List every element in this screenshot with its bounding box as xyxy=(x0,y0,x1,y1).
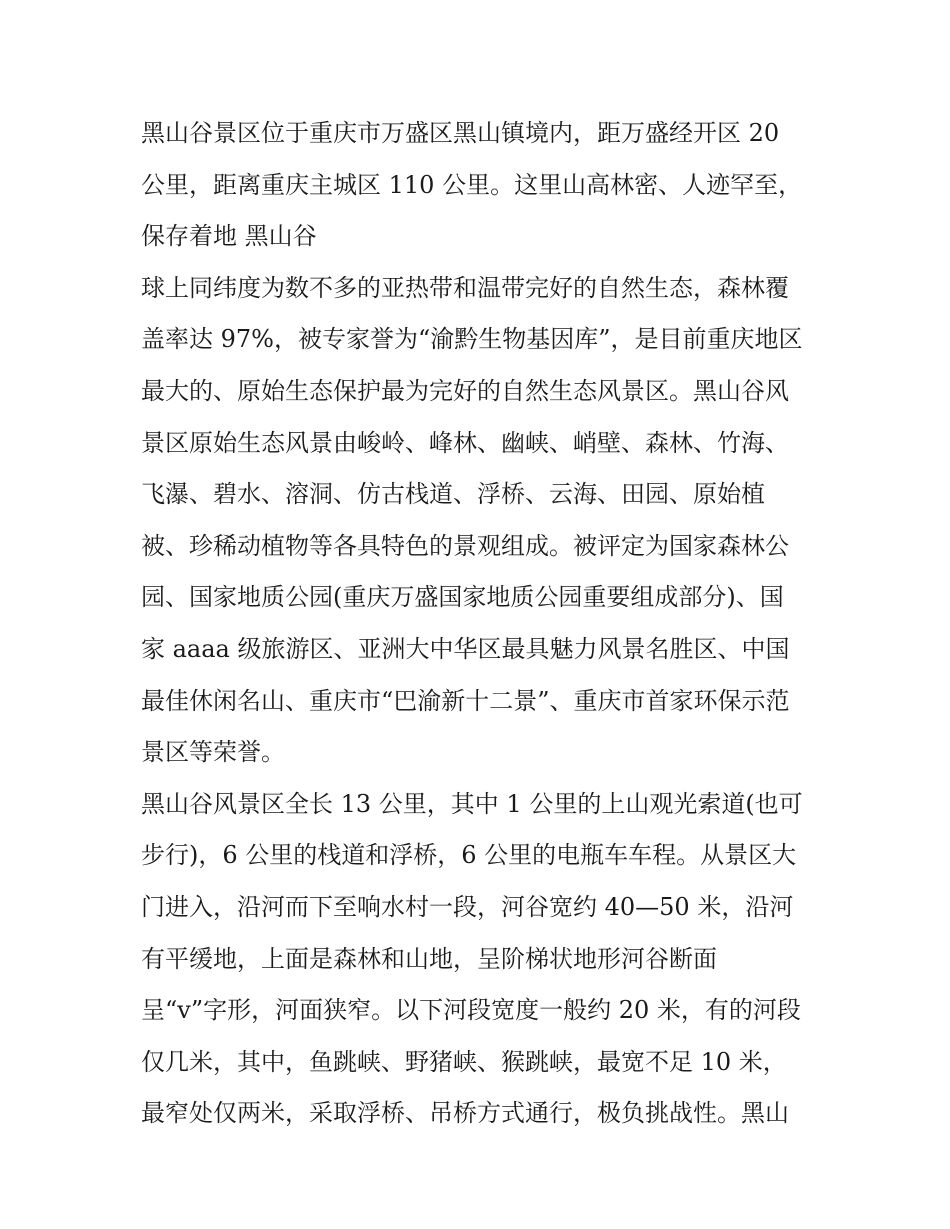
text-line-5: 盖率达 97%，被专家誉为“渝黔生物基因库”，是目前重庆地区 xyxy=(141,325,803,354)
text-line-1: 黑山谷景区位于重庆市万盛区黑山镇境内，距万盛经开区 20 xyxy=(141,119,780,147)
text-line-3: 保存着地 黑山谷 xyxy=(141,222,317,251)
text-line-19: 仅几米，其中，鱼跳峡、野猪峡、猴跳峡，最宽不足 10 米， xyxy=(141,1047,787,1076)
text-line-20: 最窄处仅两米，采取浮桥、吊桥方式通行，极负挑战性。黑山 xyxy=(141,1099,789,1128)
text-line-15: 步行)，6 公里的栈道和浮桥，6 公里的电瓶车车程。从景区大 xyxy=(141,841,797,870)
text-line-7: 景区原始生态风景由峻岭、峰林、幽峡、峭壁、森林、竹海、 xyxy=(141,428,789,457)
text-line-12: 最佳休闲名山、重庆市“巴渝新十二景”、重庆市首家环保示范 xyxy=(141,686,790,715)
body-text xyxy=(141,108,831,1140)
text-line-18: 呈“v”字形，河面狭窄。以下河段宽度一般约 20 米，有的河段 xyxy=(141,996,801,1025)
text-line-10: 园、国家地质公园(重庆万盛国家地质公园重要组成部分)、国 xyxy=(141,583,784,612)
text-line-13: 景区等荣誉。 xyxy=(141,738,285,767)
text-line-11: 家 aaaa 级旅游区、亚洲大中华区最具魅力风景名胜区、中国 xyxy=(141,634,790,663)
text-line-14: 黑山谷风景区全长 13 公里，其中 1 公里的上山观光索道(也可 xyxy=(141,789,803,818)
text-line-4: 球上同纬度为数不多的亚热带和温带完好的自然生态，森林覆 xyxy=(141,273,789,302)
text-line-17: 有平缓地，上面是森林和山地，呈阶梯状地形河谷断面 xyxy=(141,944,717,973)
text-line-6: 最大的、原始生态保护最为完好的自然生态风景区。黑山谷风 xyxy=(141,376,789,405)
text-line-16: 门进入，沿河而下至响水村一段，河谷宽约 40—50 米，沿河 xyxy=(141,892,794,921)
text-line-8: 飞瀑、碧水、溶洞、仿古栈道、浮桥、云海、田园、原始植 xyxy=(141,480,765,509)
text-line-2: 公里，距离重庆主城区 110 公里。这里山高林密、人迹罕至， xyxy=(141,170,803,199)
text-line-9: 被、珍稀动植物等各具特色的景观组成。被评定为国家森林公 xyxy=(141,531,789,560)
